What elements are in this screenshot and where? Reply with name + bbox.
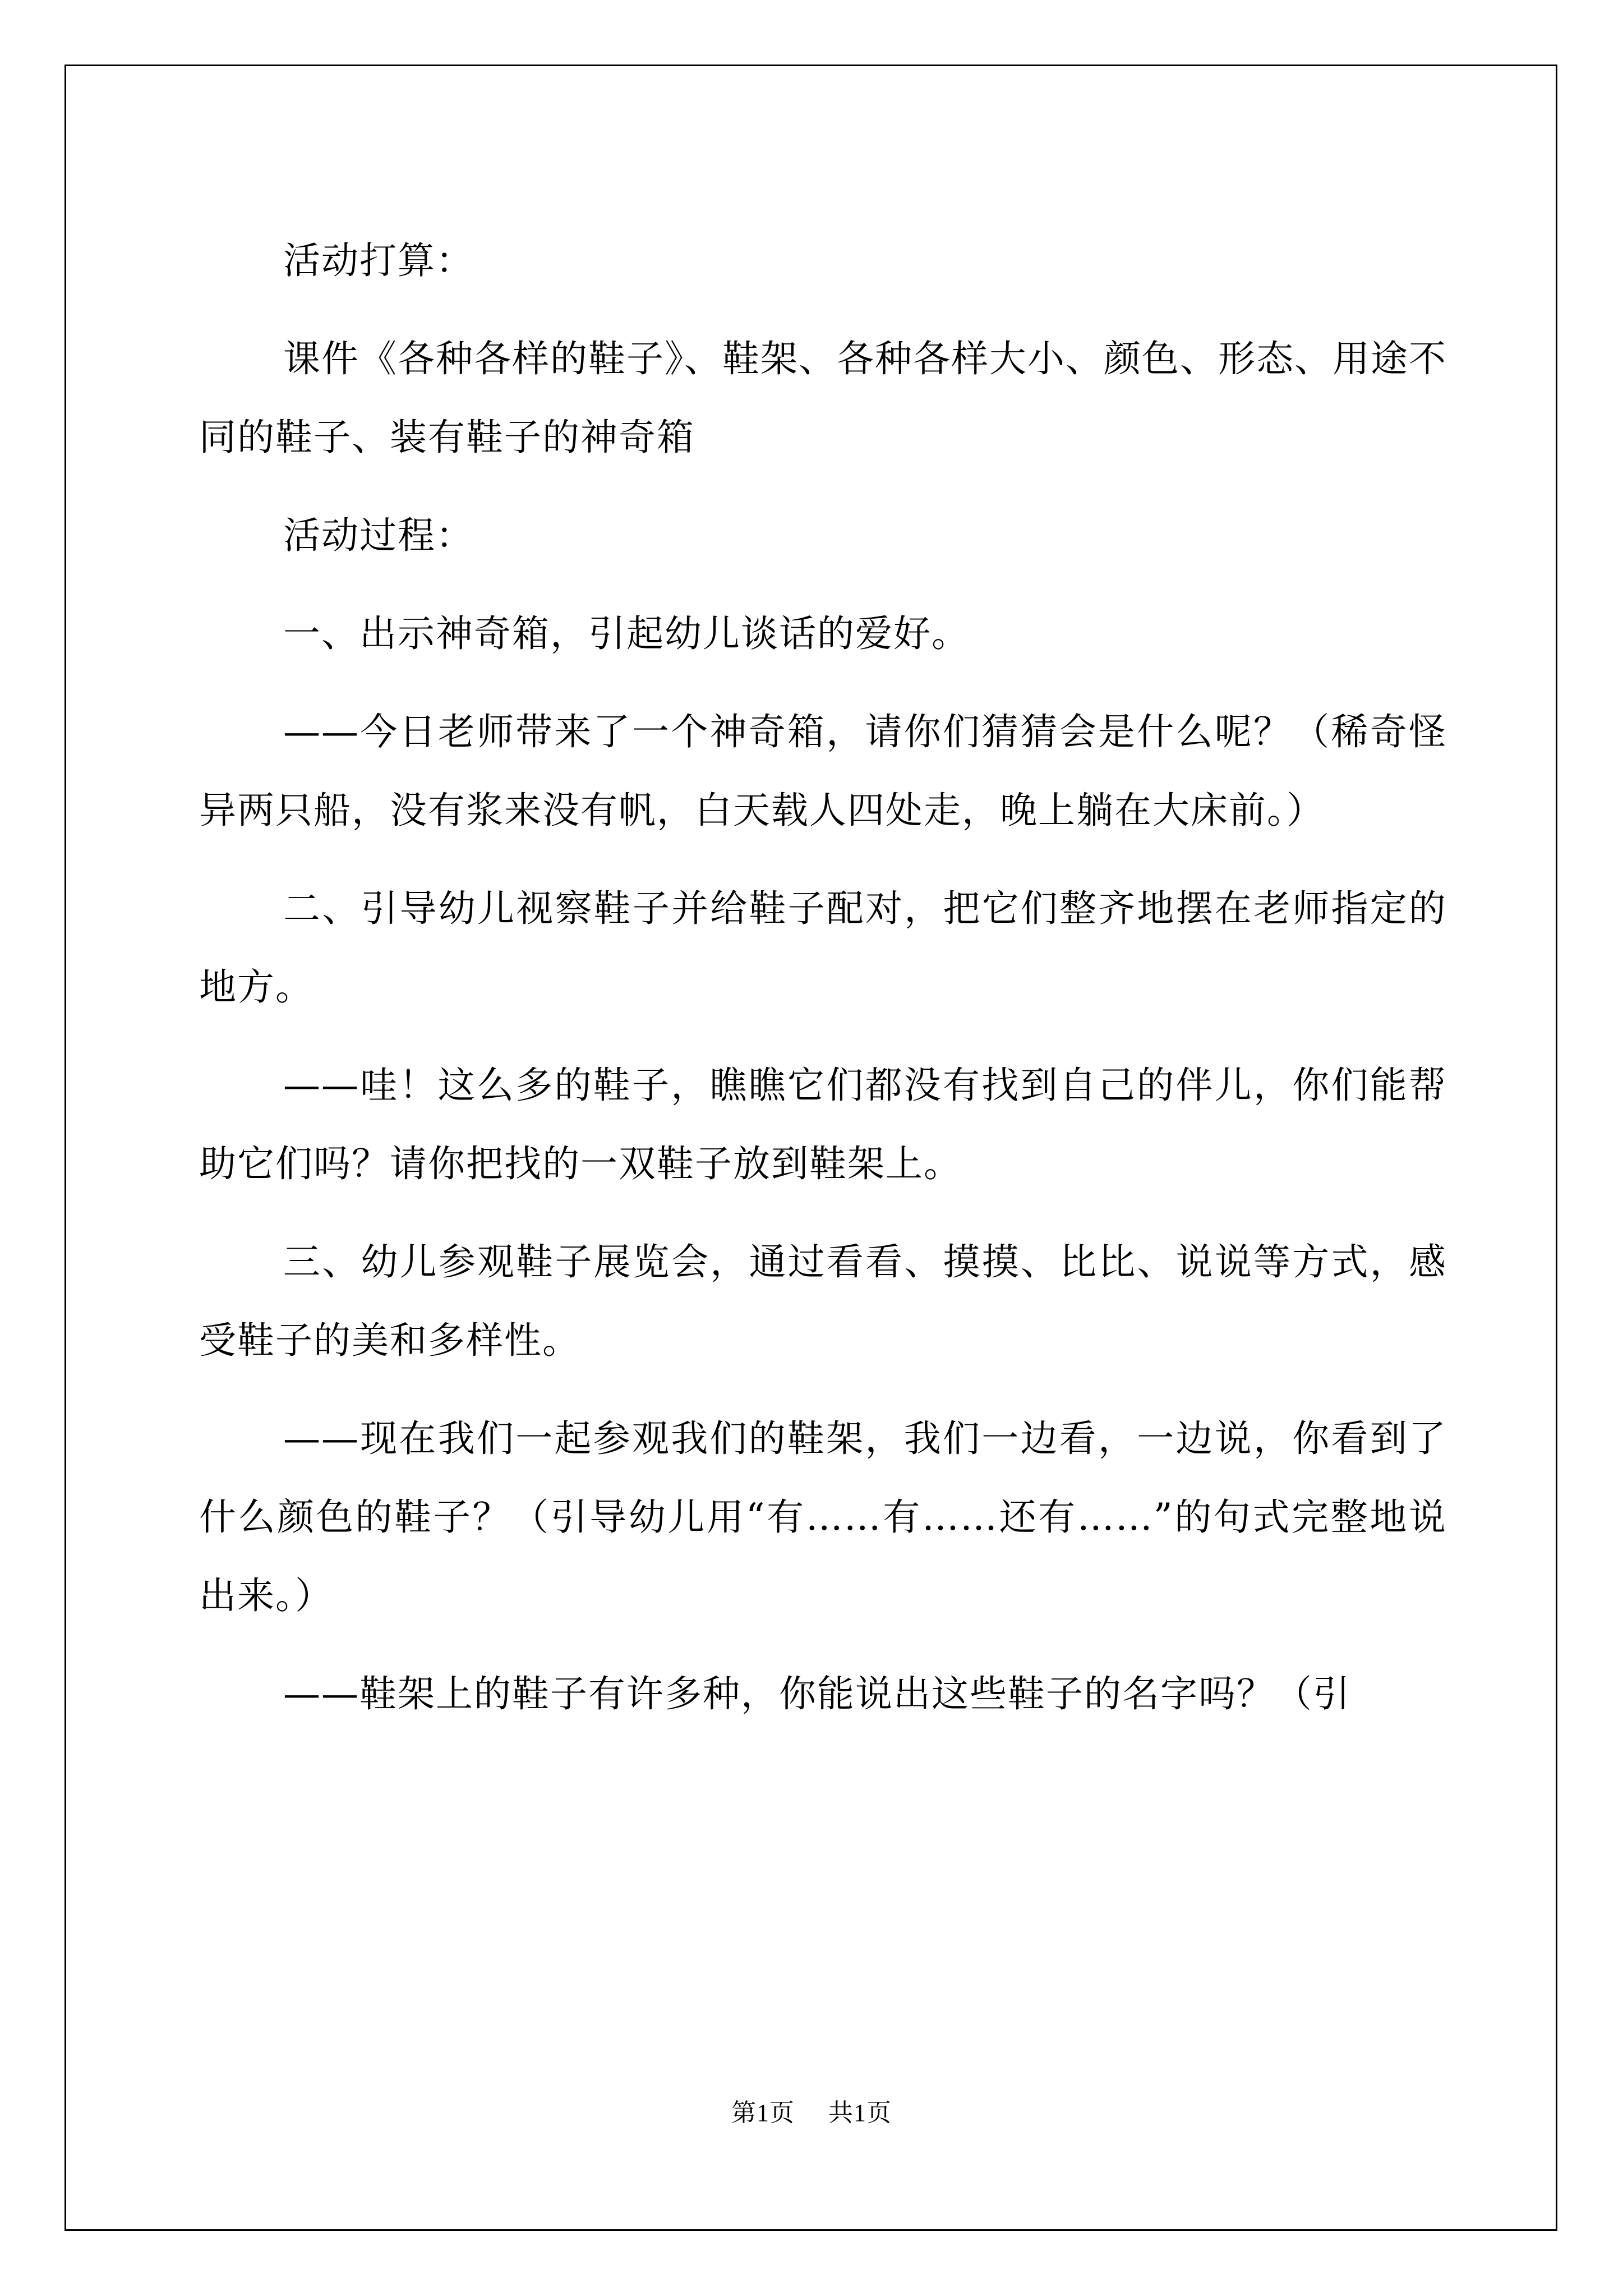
paragraph: 三、幼儿参观鞋子展览会，通过看看、摸摸、比比、说说等方式，感受鞋子的美和多样性。 [199,1240,1447,1362]
document-body [199,222,1447,1753]
page-footer [0,2092,1623,2128]
paragraph: 二、引导幼儿视察鞋子并给鞋子配对，把它们整齐地摆在老师指定的地方。 [199,887,1447,1009]
page-total: 共1页 [828,2099,892,2127]
paragraph: ——鞋架上的鞋子有许多种，你能说出这些鞋子的名字吗？（引 [283,1672,1351,1715]
paragraph: 活动打算： [283,239,474,282]
paragraph: ——今日老师带来了一个神奇箱，请你们猜猜会是什么呢？（稀奇怪异两只船，没有浆来没有帆，白天载人四处走，晚上躺在大床前。） [199,710,1447,832]
page-number: 第1页 [731,2099,795,2127]
paragraph: 活动过程： [283,514,474,557]
paragraph: ——哇！这么多的鞋子，瞧瞧它们都没有找到自己的伴儿，你们能帮助它们吗？请你把找的一双鞋子放到鞋架上。 [199,1064,1447,1185]
paragraph: 课件《各种各样的鞋子》、鞋架、各种各样大小、颜色、形态、用途不同的鞋子、装有鞋子的神奇箱 [199,337,1447,459]
paragraph: ——现在我们一起参观我们的鞋架，我们一边看，一边说，你看到了什么颜色的鞋子？（引导幼儿用“有……有……还有……”的句式完整地说出来。） [199,1417,1447,1617]
paragraph: 一、出示神奇箱，引起幼儿谈话的爱好。 [283,612,970,655]
